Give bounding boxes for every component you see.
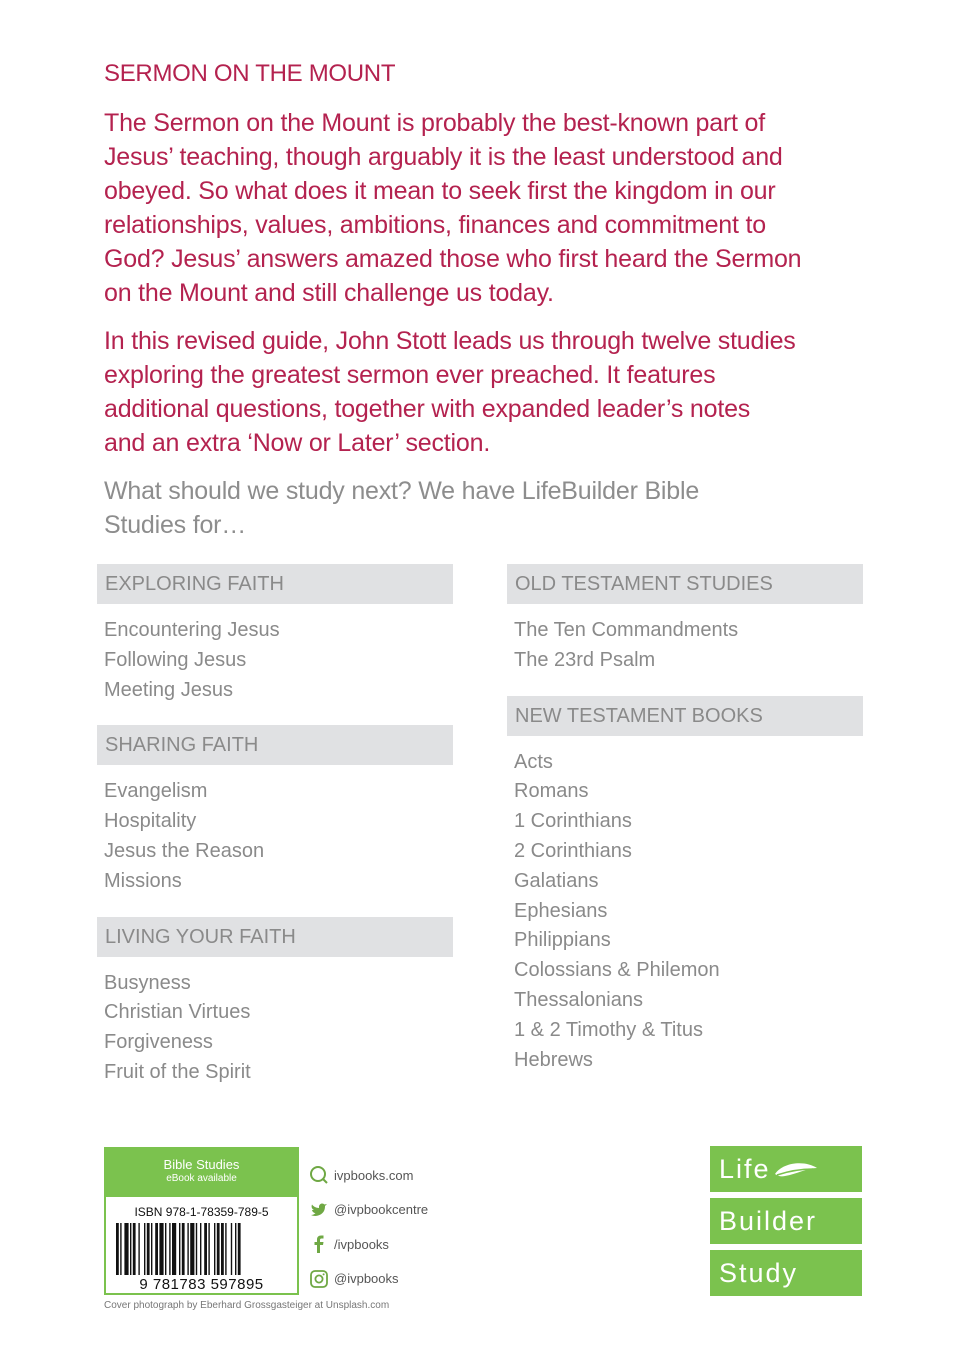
barcode-bar [217, 1223, 220, 1275]
study-item: Christian Virtues [104, 1001, 251, 1024]
study-item: Forgiveness [104, 1031, 213, 1054]
study-item: Acts [514, 750, 553, 773]
barcode-bar [124, 1223, 128, 1275]
section-exploring-faith [97, 564, 453, 705]
barcode-bar [159, 1223, 163, 1275]
instagram-link[interactable] [309, 1262, 428, 1297]
study-list [97, 604, 453, 705]
barcode-header [106, 1149, 297, 1197]
guide-line: and an extra ‘Now or Later’ section. [104, 429, 491, 457]
logo-life [710, 1146, 862, 1192]
section-title: NEW TESTAMENT BOOKS [507, 696, 863, 736]
barcode-bar [208, 1223, 209, 1275]
study-item: Philippians [514, 929, 611, 952]
twitter-icon [309, 1200, 329, 1220]
search-icon [309, 1165, 329, 1185]
study-item: Following Jesus [104, 648, 247, 671]
barcode-bar [165, 1223, 166, 1275]
barcode-bar [214, 1223, 215, 1275]
isbn-text: ISBN 978-1-78359-789-5 [134, 1205, 269, 1219]
barcode-bar [133, 1223, 136, 1275]
intro-line: Jesus’ teaching, though arguably it is the least understood and [104, 143, 783, 171]
twitter-text: @ivpbookcentre [334, 1202, 429, 1218]
twitter-link[interactable] [309, 1193, 428, 1228]
logo-study: Study [710, 1250, 862, 1296]
section-title: EXPLORING FAITH [97, 564, 453, 604]
study-list [507, 604, 863, 676]
barcode-bar [225, 1223, 226, 1275]
barcode-bar [231, 1223, 232, 1275]
barcode-digits: 9 781783 597895 [139, 1276, 264, 1293]
barcode-bar [147, 1223, 150, 1275]
barcode-icon [116, 1223, 288, 1275]
next-line: Studies for… [104, 511, 247, 539]
intro-paragraph [104, 106, 844, 310]
next-line: What should we study next? We have LifeBuilder Bible [104, 477, 700, 505]
facebook-link[interactable] [309, 1227, 428, 1262]
study-item: Romans [514, 780, 589, 803]
study-item: Meeting Jesus [104, 678, 233, 701]
study-item: 2 Corinthians [514, 839, 632, 862]
section-sharing-faith [97, 725, 453, 896]
barcode-bar [179, 1223, 180, 1275]
barcode-bar [204, 1223, 207, 1275]
barcode-bar [144, 1223, 145, 1275]
study-item: Missions [104, 869, 182, 892]
study-item: Fruit of the Spirit [104, 1060, 251, 1083]
barcode-bar [116, 1223, 119, 1275]
barcode-bar [151, 1223, 152, 1275]
study-list [97, 957, 453, 1088]
study-item: Encountering Jesus [104, 619, 280, 641]
barcode-bar [130, 1223, 131, 1275]
barcode-bar [221, 1223, 224, 1275]
right-study-column [507, 564, 863, 1095]
intro-line: relationships, values, ambitions, finances and commitment to [104, 211, 766, 239]
barcode-panel [104, 1147, 299, 1295]
study-item: Galatians [514, 869, 599, 892]
barcode-bar [200, 1223, 201, 1275]
barcode-bar [187, 1223, 188, 1275]
guide-line: exploring the greatest sermon ever preached. It features [104, 361, 716, 389]
study-list [97, 765, 453, 896]
guide-paragraph [104, 324, 844, 460]
barcode-bar [196, 1223, 197, 1275]
study-item: Busyness [104, 971, 191, 994]
barcode-bar [120, 1223, 121, 1275]
study-item: The 23rd Psalm [514, 648, 656, 671]
section-title: OLD TESTAMENT STUDIES [507, 564, 863, 604]
section-new-testament [507, 696, 863, 1076]
section-old-testament [507, 564, 863, 676]
website-text: ivpbooks.com [334, 1167, 414, 1183]
facebook-icon [309, 1234, 329, 1254]
logo-life-text: Life [719, 1154, 771, 1184]
barcode-bar [190, 1223, 194, 1275]
photo-credit: Cover photograph by Eberhard Grossgasteiger at Unsplash.com [104, 1300, 390, 1311]
intro-line: The Sermon on the Mount is probably the best-known part of [104, 109, 765, 137]
page-title: SERMON ON THE MOUNT [104, 60, 396, 87]
study-item: Evangelism [104, 780, 208, 803]
facebook-text: /ivpbooks [334, 1236, 389, 1252]
study-item: Jesus the Reason [104, 839, 265, 862]
section-title: SHARING FAITH [97, 725, 453, 765]
section-living-your-faith [97, 917, 453, 1088]
bible-studies-label: Bible Studies [163, 1157, 240, 1172]
intro-line: God? Jesus’ answers amazed those who first heard the Sermon [104, 245, 802, 273]
study-item: Thessalonians [514, 988, 643, 1011]
study-list [507, 736, 863, 1076]
logo-builder: Builder [710, 1198, 862, 1244]
barcode-bar [155, 1223, 158, 1275]
leaf-icon [773, 1160, 819, 1182]
barcode-bar [169, 1223, 170, 1275]
ebook-label: eBook available [166, 1173, 237, 1184]
study-item: Hospitality [104, 810, 197, 833]
section-title: LIVING YOUR FAITH [97, 917, 453, 957]
intro-line: on the Mount and still challenge us today. [104, 279, 554, 307]
next-study-paragraph [104, 474, 744, 542]
study-item: Hebrews [514, 1048, 593, 1071]
guide-line: In this revised guide, John Stott leads us through twelve studies [104, 327, 796, 355]
study-item: 1 & 2 Timothy & Titus [514, 1018, 703, 1041]
study-item: 1 Corinthians [514, 810, 632, 833]
study-item: Ephesians [514, 899, 608, 922]
left-study-column [97, 564, 453, 1108]
instagram-icon [309, 1269, 329, 1289]
study-item: Colossians & Philemon [514, 959, 720, 982]
website-link[interactable] [309, 1158, 428, 1193]
intro-line: obeyed. So what does it mean to seek first the kingdom in our [104, 177, 776, 205]
study-item: The Ten Commandments [514, 619, 739, 641]
instagram-text: @ivpbooks [334, 1271, 399, 1287]
barcode-bar [235, 1223, 236, 1275]
barcode-bar [172, 1223, 176, 1275]
social-links [309, 1158, 428, 1296]
barcode-bar [238, 1223, 241, 1275]
barcode-bar [138, 1223, 139, 1275]
barcode-bar [182, 1223, 185, 1275]
guide-line: additional questions, together with expanded leader’s notes [104, 395, 751, 423]
